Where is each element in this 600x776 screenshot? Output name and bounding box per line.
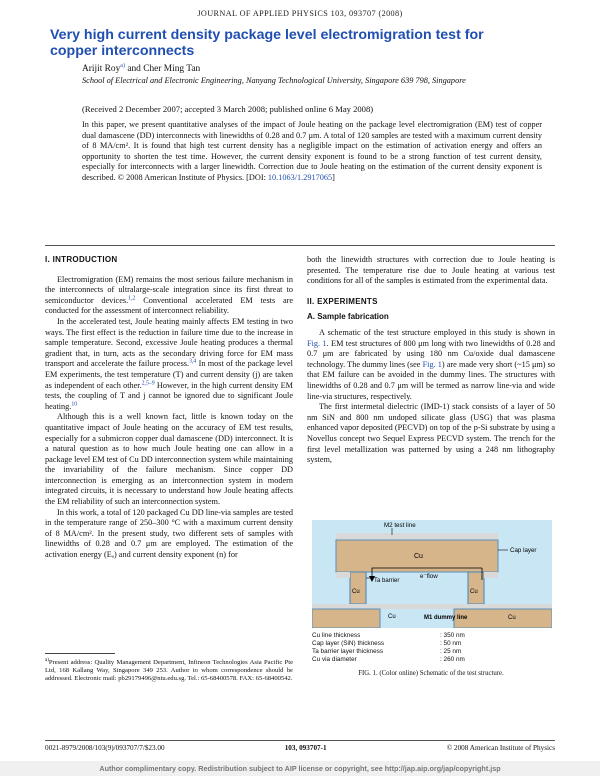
footer-page-number: 103, 093707-1 [284,744,327,752]
author-list [82,63,200,74]
subsection-heading-sample-fabrication: A. Sample fabrication [307,312,389,322]
paragraph: The first intermetal dielectric (IMD-1) stack consists of a layer of 50 nm SiN and 800 nm undoped silicate glass (USG) that was plasma enhanced vapor deposited (PECVD) on top of the p-Si substrate by using a Novellus concept two Sequel Express PECVD system. The trench for the first level metallization was patterned by using a 248 nm lithography system, [307,402,555,465]
cap-layer-segment [484,572,498,578]
spec-row: Cu line thickness : 350 nm [312,632,465,639]
abstract-copyright: © 2008 American Institute of Physics. [115,172,245,182]
received-dates: (Received 2 December 2007; accepted 3 March 2008; published online 6 May 2008) [82,104,374,114]
spec-row: Cu via diameter : 260 nm [312,656,465,664]
label-cu: Cu [414,553,423,560]
label-cu: Cu [470,589,478,595]
footnote-mark: a) [45,658,49,663]
footer-divider [45,740,555,741]
m1-dummy-line-left [312,609,380,628]
footnote [45,657,293,683]
label-cu: Cu [352,589,360,595]
label-ta-barrier: Ta barrier [374,578,400,584]
page-footer [45,744,555,752]
author-1-footnote-mark[interactable]: a) [120,63,125,69]
label-cu: Cu [388,614,396,620]
copyright-notice: Author complimentary copy. Redistribution subject to AIP license or copyright, see http://jap.aip.org/jap/copyright.jsp [0,761,600,776]
paragraph: In the accelerated test, Joule heating mainly affects EM testing in two ways. The first effect is the reduction in failure time due to the increase in sample temperature. Second, excessive Joule heating produces a thermal gradient that, in turn, acts as the secondary driving force for EM mass transport and accelerate the failure process.$^{3,4}$ In most of the package level EM experiments, the test temperature (T) and current density (j) are taken as independent of each other.$^{2,5-9}$ However, in the high current density EM tests, the coupling of T and j cannot be ignored due to significant Joule heating.$^{10}$ [45,316,294,411]
label-m1-dummy-line: M1 dummy line [424,615,468,621]
author-separator: and [124,64,144,75]
paragraph: In this work, a total of 120 packaged Cu DD line-via samples are tested in the temperature range of 250–300 °C with a maximum current density of 8 MA/cm². In the present study, two different sets of samples with linewidths of 0.28 and 0.7 μm are employed. The estimation of the activation energy (Eₐ) and current density exponent (n) for [45,507,293,560]
label-m2-test-line: M2 test line [384,522,416,529]
left-column [45,255,293,561]
citation[interactable]: 1,2 [128,295,136,302]
figure-caption: FIG. 1. (Color online) Schematic of the test structure. [358,670,504,677]
section-heading-introduction: I. INTRODUCTION [45,255,118,264]
abstract-text: In this paper, we present quantitative analyses of the impact of Joule heating on the package level electromigration (EM) test of copper dual damascene (DD) interconnects with linewidths of 0.28 and 0.7 μm. A total of 120 samples are tested with a maximum current density of 8 MA/cm². It is found that high test current density has a negligible impact on the estimation of activation energy and offers an opportunity to shorten the test time. However, the current density exponent is found to be a strong function of test current density, especially for interconnects with a larger linewidth. Correction due to Joule heating on the estimation of the current density exponent is described. [82,120,542,182]
running-head: JOURNAL OF APPLIED PHYSICS 103, 093707 (2008) [197,9,403,18]
label-cap-layer: Cap layer [510,547,537,554]
doi-label: [DOI: [244,172,268,182]
footnote-text: Present address: Quality Management Department, Infineon Technologies Asia Pacific Pte Ltd, 168 Kallang Way, Singapore 349 253. Author to whom correspondence should be addressed. Electronic mail: pb29179496@ntu.edu.sg. Tel.: 65-68400578. FAX: 65-68400542. [45,659,293,683]
section-heading-experiments: II. EXPERIMENTS [307,296,378,306]
figure-specs [312,632,502,664]
paper-title: Very high current density package level electromigration test for copper interconnects [50,27,484,59]
paragraph: Although this is a well known fact, little is known today on the quantitative impact of Joule heating on the accuracy of EM test results, especially for a submicron copper dual damascene (DD) interconnect. It is a natural question as to how much Joule heating one can allow in a package level EM test of Cu DD interconnection system while maintaining the invariability of the failure mechanism. Since copper DD interconnection is emerging as an interconnection system in modern integrated circuits, it is necessary to understand how Joule heating affects the EM reliability of such an interconnection system. [45,412,293,507]
cap-layer-top [336,533,498,540]
citation[interactable]: 3,4 [189,358,197,365]
label-cu: Cu [508,615,516,621]
header-divider [45,245,555,246]
cap-layer-segment [336,572,350,578]
author-2: Cher Ming Tan [143,64,201,75]
footer-publisher: © 2008 American Institute of Physics [446,744,555,752]
footer-issn: 0021-8979/2008/103(9)/093707/7/$23.00 [45,744,165,752]
paragraph: Electromigration (EM) remains the most serious failure mechanism in the interconnects of ultralarge-scale integration since its first threat to semiconductor devices.$^{1,2}$ Conventional accelerated EM tests are conducted for the assessment of interconnect reliability. [45,274,294,316]
doi-end: ] [332,172,335,182]
m1-dummy-line-right [454,609,552,628]
paragraph: A schematic of the test structure employed in this study is shown in Fig. 1. EM test structures of 800 μm long with two linewidths of 0.28 and 0.7 μm are fabricated by using 180 nm Cu/oxide dual damascene technology. The dummy lines (see Fig. 1) are made very short (~15 μm) so that EM failure can be avoided in the dummy lines. The structures with linewidths of 0.28 and 0.7 μm will be termed as narrow line-via and wide line-via structures, respectively. [307,327,555,401]
abstract [82,120,542,184]
paragraph: both the linewidth structures with correction due to Joule heating is presented. The temperature rise due to Joule heating at various test conditions for all of the samples is estimated from the experimental data. [307,255,555,286]
doi-link[interactable]: 10.1063/1.2917065 [267,172,333,182]
author-1: Arijit Roy [82,64,121,75]
affiliation: School of Electrical and Electronic Engineering, Nanyang Technological University, Singapore 639 798, Singapore [82,76,466,85]
right-column [307,255,555,466]
spec-row: Cap layer (SiN) thickness : 50 nm [312,640,462,648]
footnote-divider [45,653,115,654]
citation[interactable]: 2,5–9 [141,379,155,386]
figure-reference[interactable]: Fig. 1 [422,359,442,369]
citation[interactable]: 10 [71,400,78,407]
spec-row: Ta barrier layer thickness : 25 nm [312,648,462,656]
figure-reference[interactable]: Fig. 1 [307,338,327,348]
via-left [350,572,366,604]
figure-schematic [312,520,552,628]
cap-layer-bottom [312,604,552,609]
label-electron-flow: e⁻flow [420,573,438,580]
